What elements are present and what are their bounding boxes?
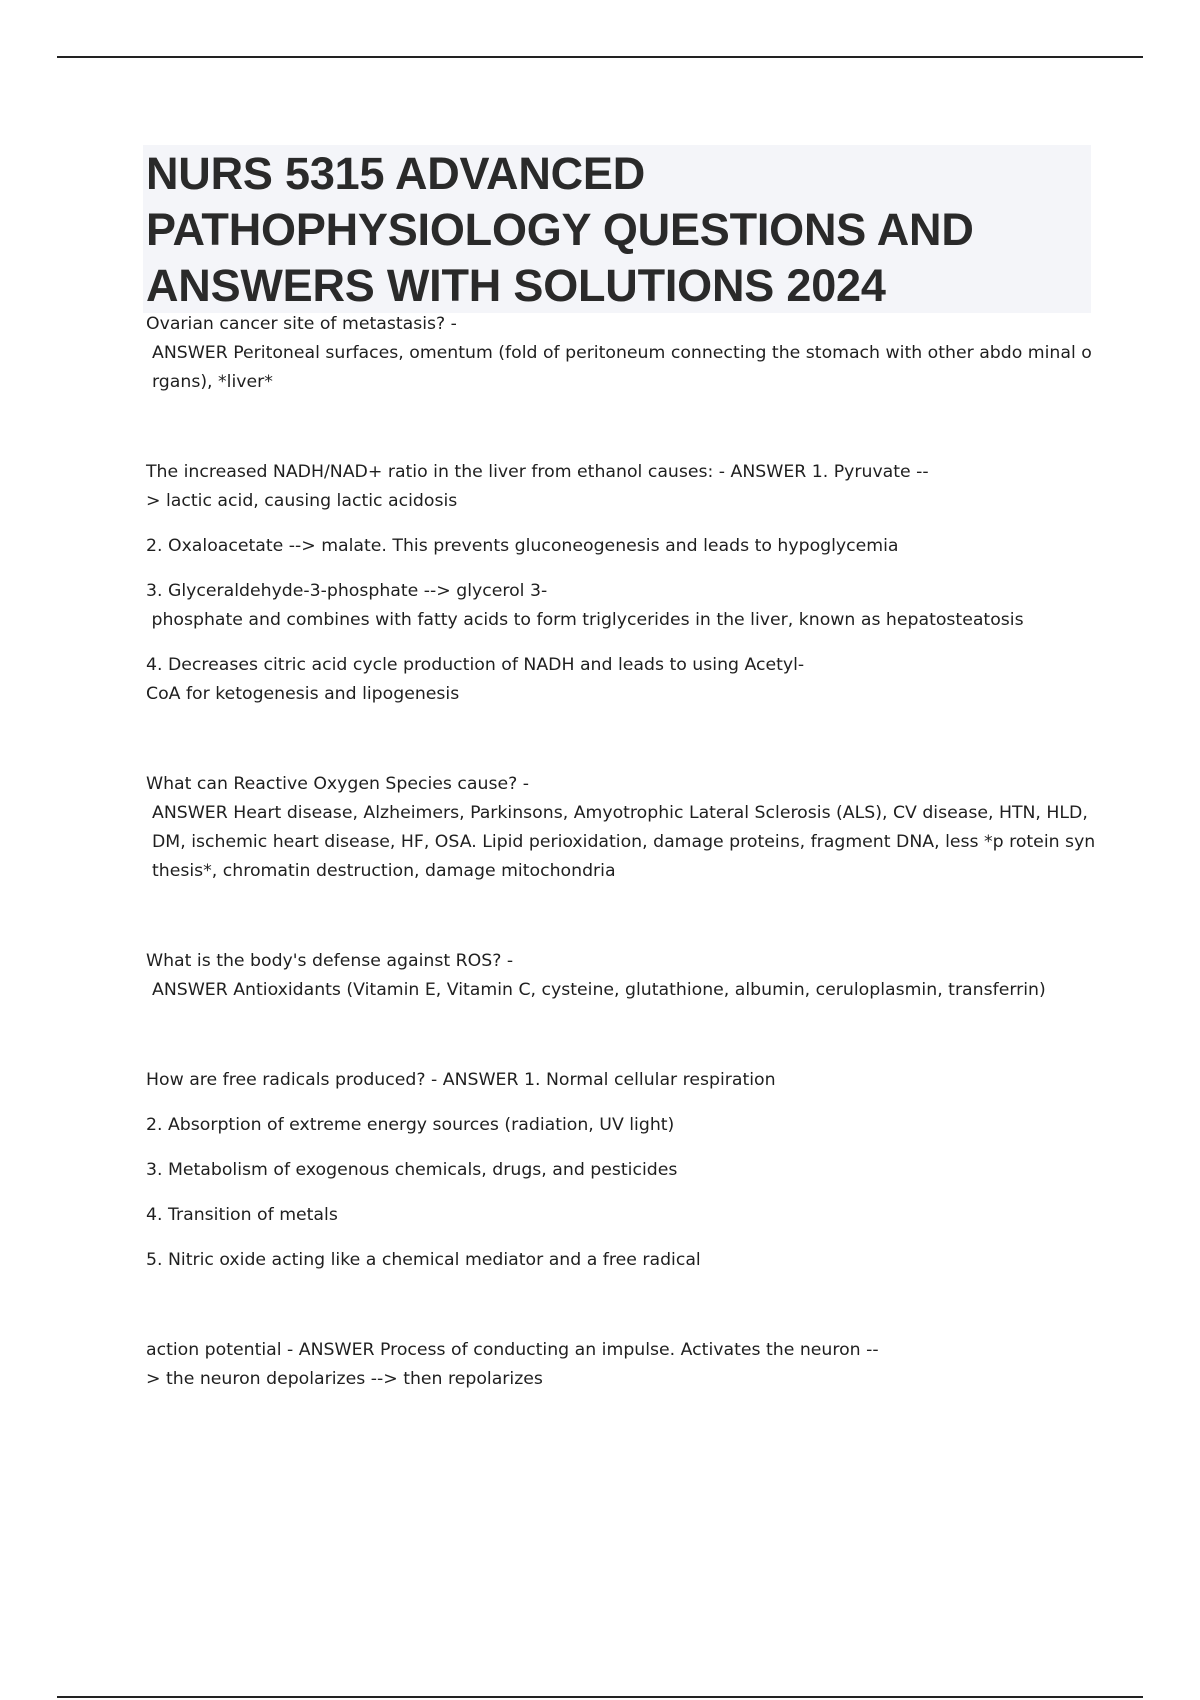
answer-text: ANSWER Antioxidants (Vitamin E, Vitamin C, cysteine, glutathione, albumin, ceruloplasmin, transferrin): [152, 980, 1046, 1000]
qa-block-ros-causes: [146, 770, 1096, 886]
qa-block-ros-defense: [146, 947, 1096, 1005]
document-title: NURS 5315 ADVANCED PATHOPHYSIOLOGY QUESTIONS AND ANSWERS WITH SOLUTIONS 2024: [146, 148, 974, 311]
answer-item: 2. Absorption of extreme energy sources (radiation, UV light): [146, 1115, 675, 1135]
bottom-rule: [57, 1696, 1143, 1698]
question-text: The increased NADH/NAD+ ratio in the liver from ethanol causes: - ANSWER 1. Pyruvate -- > lactic acid, causing lactic acidosis: [146, 462, 929, 511]
question-text: How are free radicals produced? - ANSWER 1. Normal cellular respiration: [146, 1070, 776, 1090]
question-text: action potential - ANSWER Process of conducting an impulse. Activates the neuron -- > the neuron depolarizes --> then repolarizes: [146, 1340, 879, 1389]
question-text: What is the body's defense against ROS? -: [146, 951, 514, 971]
qa-block-nadh: [146, 458, 1096, 709]
answer-item: 4. Transition of metals: [146, 1205, 338, 1225]
question-text: What can Reactive Oxygen Species cause? -: [146, 774, 530, 794]
qa-block-free-radicals: [146, 1066, 1096, 1275]
qa-block-ovarian: [146, 310, 1096, 397]
answer-item: 3. Glyceraldehyde-3-phosphate --> glycerol 3- phosphate and combines with fatty acids to form triglycerides in the liver, known as hepatosteatosis: [146, 581, 1024, 630]
qa-block-action-potential: [146, 1336, 1096, 1394]
answer-item: 5. Nitric oxide acting like a chemical mediator and a free radical: [146, 1250, 701, 1270]
answer-text: ANSWER Peritoneal surfaces, omentum (fold of peritoneum connecting the stomach with other abdo minal organs), *liver*: [152, 343, 1092, 392]
answer-item: 3. Metabolism of exogenous chemicals, drugs, and pesticides: [146, 1160, 678, 1180]
answer-text: ANSWER Heart disease, Alzheimers, Parkinsons, Amyotrophic Lateral Sclerosis (ALS), CV disease, HTN, HLD, DM, ischemic heart disease, HF, OSA. Lipid perioxidation, damage proteins, fragment DNA, less *p rotein synthesis*, chromatin destruction, damage mitochondria: [152, 803, 1096, 881]
answer-item: 2. Oxaloacetate --> malate. This prevents gluconeogenesis and leads to hypoglycemia: [146, 536, 899, 556]
answer-item: 4. Decreases citric acid cycle production of NADH and leads to using Acetyl- CoA for ketogenesis and lipogenesis: [146, 655, 805, 704]
question-text: Ovarian cancer site of metastasis? -: [146, 314, 457, 334]
top-rule: [57, 56, 1143, 58]
document-body: [146, 310, 1096, 1394]
